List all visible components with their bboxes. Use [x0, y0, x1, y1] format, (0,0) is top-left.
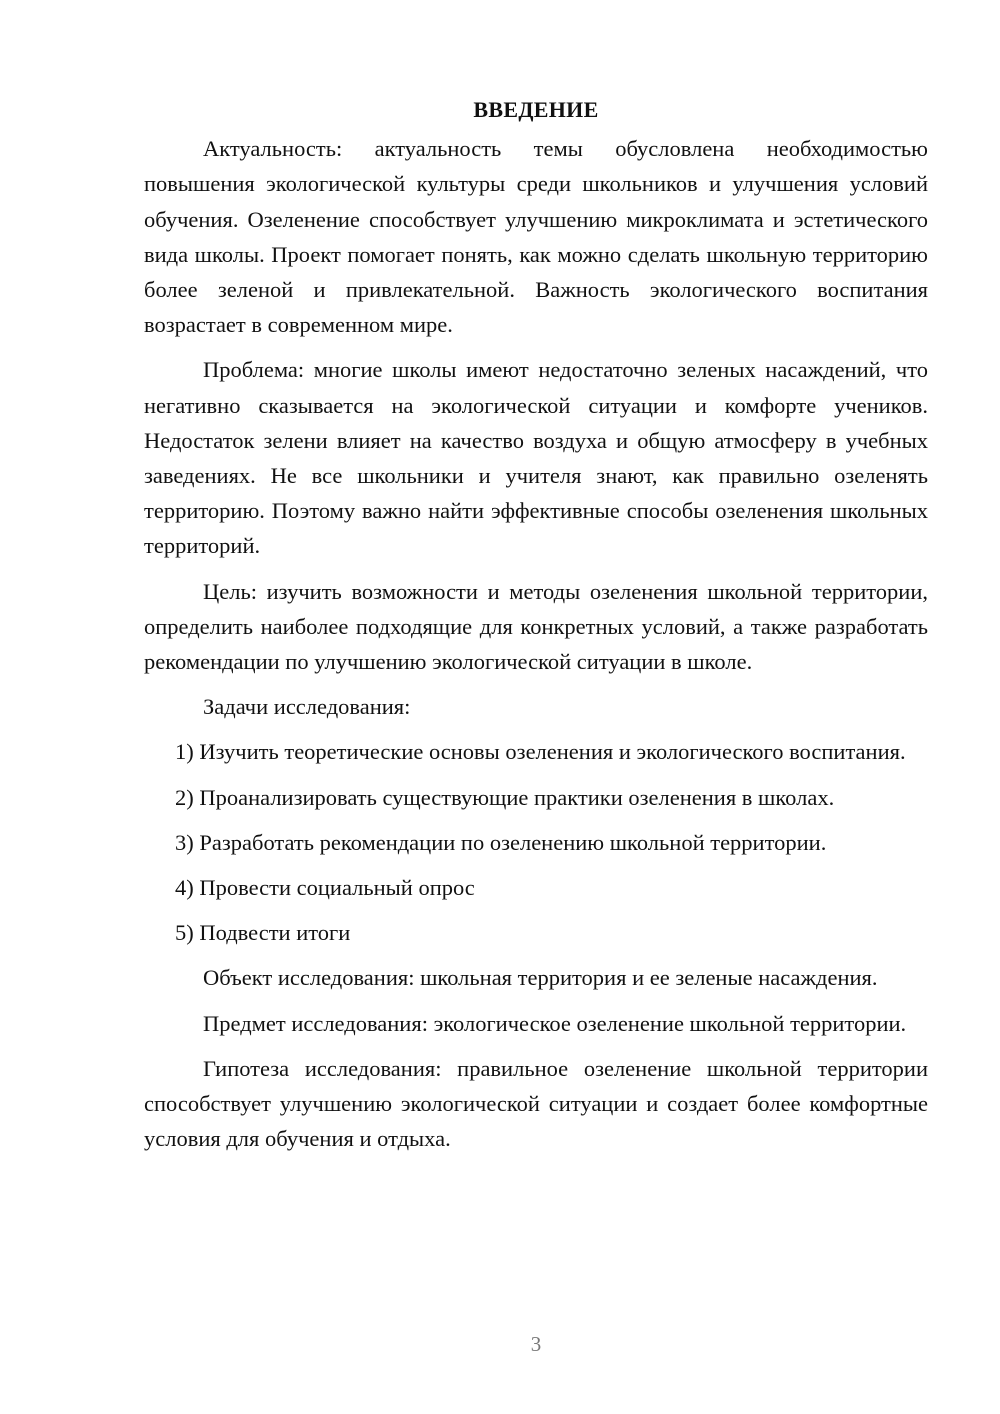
- page-number: 3: [530, 1332, 542, 1356]
- task-item-4: 4) Провести социальный опрос: [175, 875, 475, 901]
- document-body: [144, 92, 928, 1166]
- paragraph-subject: Предмет исследования: экологическое озеленение школьной территории.: [203, 1010, 907, 1036]
- tasks-heading: Задачи исследования:: [203, 694, 411, 720]
- task-item-3: 3) Разработать рекомендации по озеленению школьной территории.: [175, 829, 827, 855]
- paragraph-relevance: Актуальность: актуальность темы обусловлена необходимостью повышения экологической культуры среди школьников и улучшения условий обучения. Озеленение способствует улучшению микроклимата и эстетического вида школы. Проект помогает понять, как можно сделать школьную территорию более зеленой и привлекательной. Важность экологического воспитания возрастает в современном мире.: [144, 136, 928, 338]
- paragraph-object: Объект исследования: школьная территория и ее зеленые насаждения.: [203, 965, 878, 991]
- page-title: ВВЕДЕНИЕ: [473, 97, 599, 122]
- paragraph-goal: Цель: изучить возможности и методы озеленения школьной территории, определить наиболее подходящие для конкретных условий, а также разработать рекомендации по улучшению экологической ситуации в школе.: [144, 578, 928, 675]
- task-item-5: 5) Подвести итоги: [175, 920, 351, 946]
- task-item-2: 2) Проанализировать существующие практики озеленения в школах.: [175, 784, 835, 810]
- paragraph-problem: Проблема: многие школы имеют недостаточно зеленых насаждений, что негативно сказывается на экологической ситуации и комфорте учеников. Недостаток зелени влияет на качество воздуха и общую атмосферу в учебных заведениях. Не все школьники и учителя знают, как правильно озеленять территорию. Поэтому важно найти эффективные способы озеленения школьных территорий.: [144, 357, 928, 559]
- task-item-1: 1) Изучить теоретические основы озеленения и экологического воспитания.: [175, 739, 906, 765]
- paragraph-hypothesis: Гипотеза исследования: правильное озеленение школьной территории способствует улучшению экологической ситуации и создает более комфортные условия для обучения и отдыха.: [144, 1055, 928, 1152]
